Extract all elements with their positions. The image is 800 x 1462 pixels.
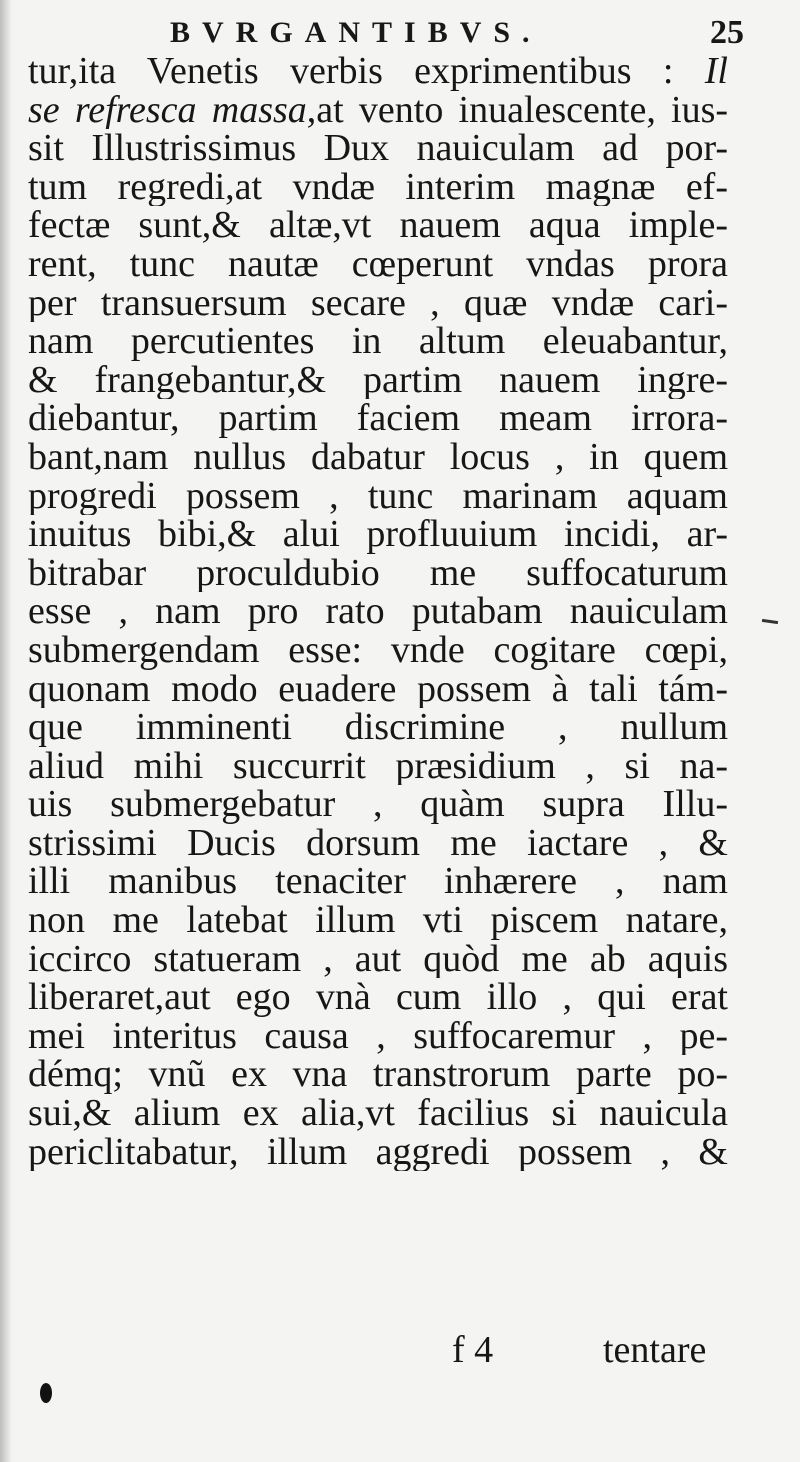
text-line-part: tur,ita Venetis verbis exprimentibus : xyxy=(28,52,705,91)
page-footer xyxy=(0,1328,800,1378)
text-line: rent, tunc nautæ cœperunt vndas prora xyxy=(28,244,728,284)
running-head xyxy=(0,14,800,54)
text-line: sui,& alium ex alia,vt facilius si nauicula xyxy=(28,1094,728,1133)
text-line: diebantur, partim faciem meam irrora- xyxy=(28,399,728,438)
text-line: nam percutientes in altum eleuabantur, xyxy=(28,322,728,361)
text-line: liberaret,aut ego vnà cum illo , qui erat xyxy=(28,978,728,1017)
text-line: progredi possem , tunc marinam aquam xyxy=(28,476,728,516)
text-line: periclitabatur, illum aggredi possem , & xyxy=(28,1132,728,1172)
page-number: 25 xyxy=(710,14,744,51)
signature-mark: f 4 xyxy=(452,1329,494,1371)
italic-text: Il xyxy=(704,52,728,91)
text-line: illi manibus tenaciter inhærere , nam xyxy=(28,862,728,902)
margin-mark xyxy=(762,619,778,624)
text-line: démq; vnũ ex vna transtrorum parte po- xyxy=(28,1055,728,1095)
text-line xyxy=(28,52,728,91)
text-line: & frangebantur,& partim nauem ingre- xyxy=(28,360,728,400)
text-line-part: ,at vento inualescente, ius- xyxy=(306,90,728,130)
text-line: bitrabar proculdubio me suffocaturum xyxy=(28,553,728,593)
text-line: iccirco statueram , aut quòd me ab aquis xyxy=(28,939,728,979)
text-line: fectæ sunt,& altæ,vt nauem aqua imple- xyxy=(28,206,728,245)
text-line: bant,nam nullus dabatur locus , in quem xyxy=(28,437,728,477)
text-line: tum regredi,at vndæ interim magnæ ef- xyxy=(28,167,728,207)
text-line xyxy=(28,91,728,130)
running-title: BVRGANTIBVS. xyxy=(170,16,542,49)
text-line: que imminenti discrimine , nullum xyxy=(28,708,728,747)
text-line: per transuersum secare , quæ vndæ cari- xyxy=(28,283,728,323)
text-line: non me latebat illum vti piscem natare, xyxy=(28,901,728,940)
body-text xyxy=(28,52,728,1171)
text-line: aliud mihi succurrit præsidium , si na- xyxy=(28,746,728,786)
text-line: esse , nam pro rato putabam nauiculam xyxy=(28,592,728,631)
text-line: strissimi Ducis dorsum me iactare , & xyxy=(28,823,728,863)
italic-text: se refresca massa xyxy=(28,90,307,130)
text-line: submergendam esse: vnde cogitare cœpi, xyxy=(28,630,728,670)
ink-blot xyxy=(40,1383,52,1403)
text-line: sit Illustrissimus Dux nauiculam ad por- xyxy=(28,129,728,168)
text-line: uis submergebatur , quàm supra Illu- xyxy=(28,785,728,824)
text-line: mei interitus causa , suffocaremur , pe- xyxy=(28,1016,728,1056)
text-line: inuitus bibi,& alui profluuium incidi, ar- xyxy=(28,515,728,554)
text-line: quonam modo euadere possem à tali tám- xyxy=(28,669,728,709)
catchword: tentare xyxy=(603,1329,707,1371)
